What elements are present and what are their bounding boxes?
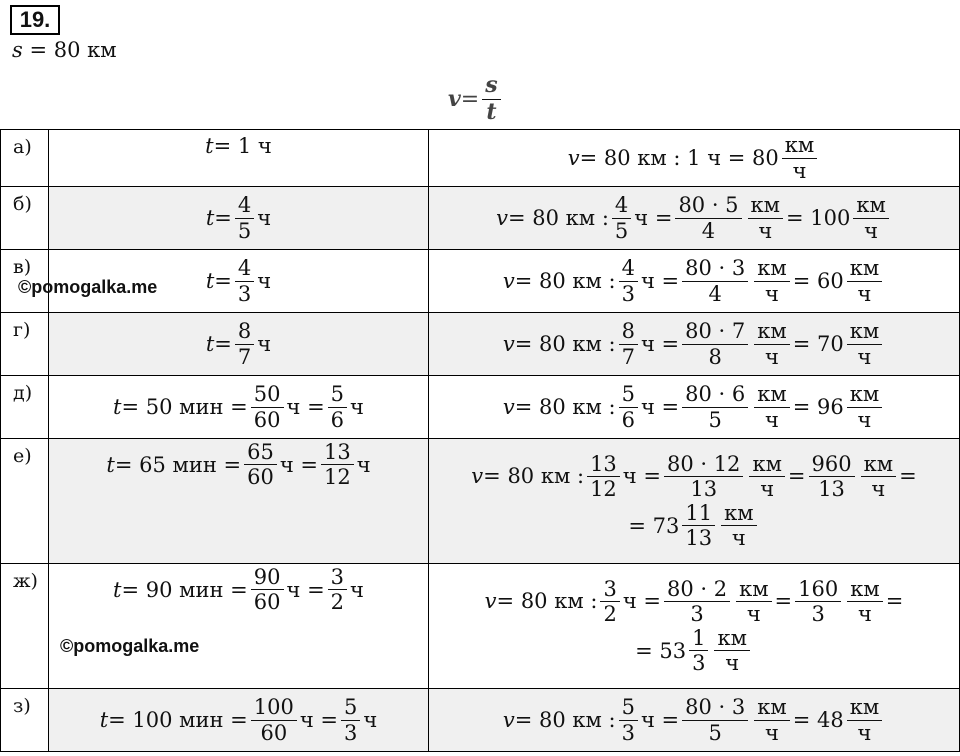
speed-cell (429, 250, 960, 313)
row-label: а) (1, 130, 49, 187)
fraction-denominator: ч (746, 601, 761, 626)
fraction-denominator: 13 (818, 476, 845, 501)
math-expression (628, 502, 759, 549)
table-row (1, 564, 960, 689)
time-cell (49, 439, 429, 564)
math-text: ч = (640, 332, 680, 356)
math-text: = 96 (792, 395, 844, 419)
fraction-numerator: 3 (328, 566, 347, 590)
fraction (749, 453, 784, 500)
math-variable: t (113, 577, 122, 602)
math-text: ч = (640, 395, 680, 419)
fraction-numerator: км (847, 320, 882, 344)
fraction-numerator: км (847, 578, 882, 602)
fraction-denominator: ч (765, 281, 779, 306)
fraction-denominator: 60 (247, 465, 274, 490)
math-expression (113, 383, 364, 430)
math-text: ч = (640, 708, 680, 732)
math-text: = 73 (628, 513, 680, 538)
fraction (321, 441, 354, 488)
fraction-denominator: ч (858, 601, 872, 626)
math-text: = (214, 269, 232, 293)
math-text: = 80 км : (514, 708, 616, 732)
fraction-denominator: 60 (253, 590, 281, 615)
math-text: = (787, 464, 806, 489)
row-label: б) (1, 187, 49, 250)
fraction (235, 257, 254, 304)
fraction (682, 502, 715, 549)
math-text: ч (356, 452, 371, 477)
math-text: = 50 мин = (121, 395, 248, 419)
fraction (861, 453, 896, 500)
math-text: ч (257, 206, 272, 230)
time-cell (49, 689, 429, 752)
fraction-numerator: км (736, 578, 771, 602)
math-expression (471, 453, 916, 500)
fraction-numerator: 80 · 3 (682, 696, 748, 720)
fraction (682, 696, 748, 743)
fraction-numerator: s (482, 74, 500, 99)
fraction-numerator: 960 (809, 453, 855, 477)
fraction (748, 194, 783, 241)
fraction (251, 696, 297, 743)
fraction-numerator: км (754, 320, 789, 344)
math-text: = (214, 206, 232, 230)
fraction (619, 696, 638, 743)
math-variable: t (99, 708, 109, 732)
fraction (235, 320, 254, 367)
fraction-numerator: 8 (619, 320, 638, 344)
math-text: = 100 мин = (108, 708, 248, 732)
math-variable: t (205, 332, 215, 356)
speed-cell (429, 564, 960, 689)
fraction-denominator: 2 (330, 590, 345, 615)
math-expression (206, 257, 271, 304)
fraction-denominator: ч (857, 407, 872, 432)
math-text: ч (363, 708, 378, 732)
fraction-denominator: 3 (692, 651, 706, 676)
speed-cell (429, 130, 960, 187)
time-fraction (235, 194, 254, 241)
math-text: ч = (622, 464, 661, 489)
fraction (754, 320, 789, 367)
fraction-denominator: 3 (621, 720, 635, 745)
fraction-denominator: ч (731, 526, 746, 551)
fraction-numerator: 80 · 7 (682, 320, 748, 344)
math-text: = 90 мин = (121, 577, 248, 602)
fraction-denominator: 8 (708, 344, 722, 369)
fraction-denominator: 7 (621, 344, 635, 369)
fraction-numerator: 5 (619, 696, 638, 720)
fraction (754, 257, 789, 304)
fraction (795, 578, 841, 625)
fraction-numerator: км (782, 134, 817, 158)
math-expression (503, 383, 885, 430)
table-row (1, 130, 960, 187)
math-text: ч = (622, 589, 661, 614)
fraction-denominator: 6 (330, 407, 345, 432)
speed-cell (429, 376, 960, 439)
fraction (675, 194, 741, 241)
fraction (847, 696, 882, 743)
table-row (1, 689, 960, 752)
fraction-denominator: 2 (603, 601, 617, 626)
time-cell (49, 376, 429, 439)
formula-fraction (482, 74, 500, 123)
fraction-numerator: 65 (244, 441, 277, 465)
fraction-numerator: 13 (321, 441, 354, 465)
fraction (714, 627, 749, 674)
fraction-numerator: 4 (235, 194, 254, 218)
math-variable: v (496, 206, 509, 230)
fraction-denominator: 3 (621, 281, 635, 306)
given-value: = 80 км (22, 38, 117, 62)
fraction-denominator: 6 (621, 407, 635, 432)
math-text: ч = (286, 395, 325, 419)
fraction-numerator: 80 · 3 (682, 257, 748, 281)
math-expression (635, 627, 753, 674)
fraction-denominator: 5 (708, 720, 722, 745)
fraction-denominator: 7 (237, 344, 252, 369)
fraction-numerator: 80 · 12 (664, 453, 743, 477)
fraction-denominator: 12 (324, 465, 351, 490)
math-text: = 80 км : (514, 395, 616, 419)
math-variable: v (502, 395, 515, 419)
fraction-denominator: 4 (701, 218, 716, 243)
fraction-numerator: 13 (587, 453, 620, 477)
fraction (612, 194, 631, 241)
fraction-numerator: 5 (328, 383, 347, 407)
math-variable: t (205, 206, 215, 230)
fraction (847, 578, 882, 625)
fraction-denominator: ч (760, 476, 775, 501)
fraction-denominator: ч (864, 218, 879, 243)
row-label: в) (1, 250, 49, 313)
fraction-numerator: км (847, 383, 882, 407)
fraction (341, 696, 360, 743)
math-variable: v (471, 464, 484, 489)
fraction (847, 257, 882, 304)
fraction-numerator: км (847, 257, 882, 281)
fraction-numerator: 80 · 6 (682, 383, 748, 407)
fraction-denominator: 5 (614, 218, 629, 243)
math-text: ч (257, 332, 272, 356)
fraction (328, 566, 347, 613)
math-text: = 65 мин = (114, 452, 242, 477)
t-expr: = 1 ч (213, 134, 272, 158)
fraction-denominator: ч (792, 158, 807, 183)
fraction (328, 383, 347, 430)
fraction (682, 320, 748, 367)
fraction (847, 383, 882, 430)
fraction-numerator: км (853, 194, 888, 218)
fraction (853, 194, 888, 241)
math-text: = 48 (792, 708, 844, 732)
fraction-denominator: ч (758, 218, 773, 243)
math-expression (485, 578, 904, 625)
time-cell (49, 313, 429, 376)
fraction-denominator: 60 (253, 407, 281, 432)
math-text: = 80 км : (514, 269, 616, 293)
fraction-numerator: 80 · 2 (664, 578, 730, 602)
math-expression (496, 194, 892, 241)
fraction-numerator: км (754, 257, 789, 281)
math-text: = (899, 464, 917, 489)
fraction-numerator: км (749, 453, 784, 477)
math-variable: t (106, 452, 115, 477)
speed-cell (429, 313, 960, 376)
given-var: s (12, 38, 23, 62)
time-cell (49, 564, 429, 689)
row-label: з) (1, 689, 49, 752)
row-label: г) (1, 313, 49, 376)
fraction-numerator: 1 (689, 627, 708, 651)
math-expression (113, 566, 364, 613)
fraction-denominator: 3 (237, 281, 252, 306)
fraction (664, 453, 743, 500)
given-distance (12, 38, 117, 62)
math-expression (206, 194, 271, 241)
fraction-denominator: ч (857, 281, 872, 306)
fraction-denominator: ч (765, 407, 779, 432)
speed-cell (429, 439, 960, 564)
row-label: ж) (1, 564, 49, 689)
fraction (689, 627, 708, 674)
fraction (600, 578, 619, 625)
math-text: ч = (640, 269, 680, 293)
fraction-numerator: км (847, 696, 882, 720)
fraction-denominator: ч (765, 344, 779, 369)
fraction-numerator: 5 (619, 383, 638, 407)
fraction (244, 441, 277, 488)
fraction-denominator: ч (765, 720, 779, 745)
fraction-numerator: 160 (795, 578, 841, 602)
math-text: = (774, 589, 793, 614)
row-label: е) (1, 439, 49, 564)
speed-cell (429, 187, 960, 250)
fraction-denominator: 3 (690, 601, 704, 626)
math-variable: v (502, 708, 515, 732)
math-text: = 80 км : (514, 332, 616, 356)
table-row (1, 439, 960, 564)
table-row (1, 313, 960, 376)
fraction (721, 502, 756, 549)
fraction-denominator: ч (857, 344, 872, 369)
math-text: ч = (286, 577, 325, 602)
fraction-denominator: 5 (237, 218, 252, 243)
math-expression (106, 441, 370, 488)
fraction-numerator: 50 (251, 383, 284, 407)
math-text: = 80 км : (483, 464, 585, 489)
fraction-numerator: км (861, 453, 896, 477)
math-variable: t (205, 269, 215, 293)
math-text: = (885, 589, 904, 614)
table-row (1, 376, 960, 439)
math-expression (503, 257, 885, 304)
math-text: ч = (299, 708, 339, 732)
fraction-numerator: 3 (600, 578, 619, 602)
math-expression (503, 320, 885, 367)
fraction-numerator: 4 (612, 194, 631, 218)
fraction-numerator: км (721, 502, 756, 526)
math-text: = 80 км : (508, 206, 609, 230)
math-text: = 53 (635, 638, 687, 663)
time-cell (49, 187, 429, 250)
math-variable: v (484, 589, 497, 614)
t-var: t (205, 134, 214, 158)
fraction-numerator: 100 (251, 696, 297, 720)
fraction-numerator: 4 (619, 257, 638, 281)
formula-lhs: v (448, 86, 461, 112)
fraction (587, 453, 620, 500)
fraction-denominator: 12 (590, 476, 617, 501)
task-number: 19. (10, 5, 60, 35)
fraction-numerator: 80 · 5 (675, 194, 741, 218)
math-variable: v (502, 269, 515, 293)
math-text: = 70 (792, 332, 844, 356)
fraction (619, 257, 638, 304)
fraction (754, 383, 789, 430)
fraction-denominator: ч (725, 651, 740, 676)
math-variable: t (113, 395, 122, 419)
fraction-denominator: 3 (344, 720, 358, 745)
formula-eq: = (460, 86, 480, 112)
fraction-denominator: 4 (708, 281, 722, 306)
math-variable: v (502, 332, 515, 356)
fraction-numerator: км (754, 696, 789, 720)
unit-fraction (782, 134, 817, 181)
speed-formula (448, 70, 504, 128)
math-text: = 80 км : (496, 589, 598, 614)
v-expr: = 80 км : 1 ч = 80 (579, 146, 779, 170)
fraction (736, 578, 771, 625)
math-expression (100, 696, 378, 743)
fraction-denominator: 13 (690, 476, 718, 501)
fraction (754, 696, 789, 743)
math-text: = 60 (792, 269, 844, 293)
fraction-denominator: 13 (685, 526, 713, 551)
fraction (664, 578, 730, 625)
fraction-numerator: км (748, 194, 783, 218)
math-text: ч (257, 269, 272, 293)
fraction-denominator: ч (871, 476, 886, 501)
fraction-numerator: 90 (251, 566, 284, 590)
fraction-numerator: км (754, 383, 789, 407)
fraction (619, 320, 638, 367)
fraction (682, 383, 748, 430)
fraction-denominator: ч (857, 720, 872, 745)
math-text: = 100 (786, 206, 851, 230)
fraction-numerator: 5 (341, 696, 360, 720)
math-expression (568, 134, 821, 181)
math-text: ч (350, 395, 364, 419)
fraction-denominator: 60 (260, 720, 288, 745)
fraction (251, 383, 284, 430)
watermark: ©pomogalka.me (18, 277, 158, 297)
fraction (619, 383, 638, 430)
math-expression (503, 696, 885, 743)
math-text: ч (350, 577, 364, 602)
math-expression (205, 134, 272, 158)
fraction-numerator: 11 (682, 502, 715, 526)
math-text: ч = (279, 452, 318, 477)
solution-table (0, 129, 960, 752)
fraction-numerator: 4 (235, 257, 254, 281)
fraction-denominator: 5 (708, 407, 722, 432)
math-text: = (214, 332, 232, 356)
v-var: v (567, 146, 580, 170)
fraction (847, 320, 882, 367)
fraction (682, 257, 748, 304)
speed-cell (429, 689, 960, 752)
math-text: ч = (634, 206, 673, 230)
table-row (1, 187, 960, 250)
time-cell (49, 130, 429, 187)
fraction-denominator: t (486, 98, 497, 125)
math-expression (206, 320, 271, 367)
fraction-numerator: 8 (235, 320, 254, 344)
fraction (251, 566, 284, 613)
watermark: ©pomogalka.me (60, 636, 200, 656)
fraction (809, 453, 855, 500)
fraction-denominator: 3 (811, 601, 825, 626)
fraction-numerator: км (714, 627, 749, 651)
row-label: д) (1, 376, 49, 439)
